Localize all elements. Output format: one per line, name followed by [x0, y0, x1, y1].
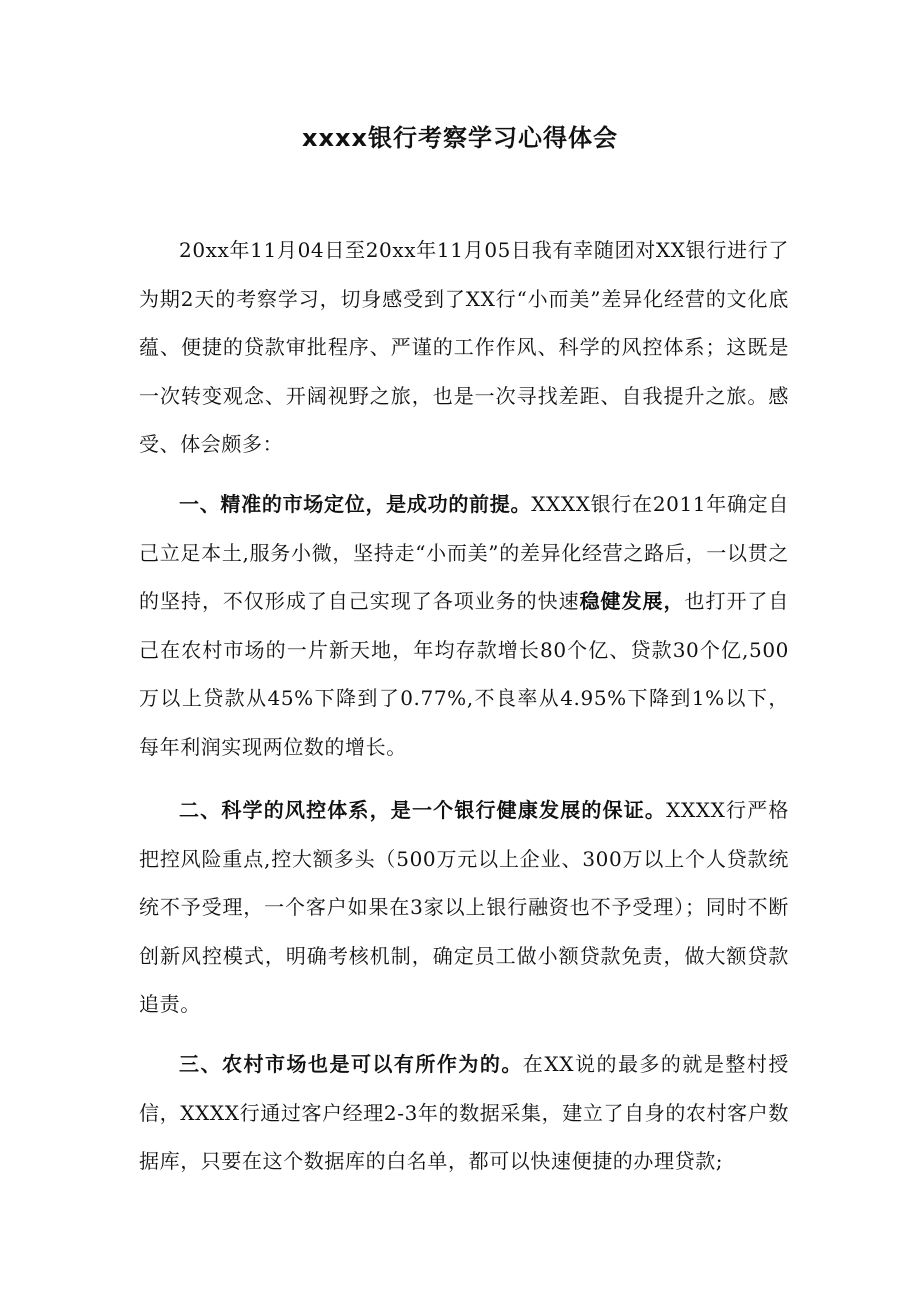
- paragraph-heading: 三、农村市场也是可以有所作为的。: [179, 1052, 523, 1076]
- emphasis-text: 稳健发展，: [579, 589, 685, 613]
- paragraph-intro: [139, 226, 789, 469]
- paragraph-risk-control: [139, 786, 789, 1029]
- paragraph-body: XXXX银行在2011年确定自己立足本土,服务小微，坚持走“小而美”的差异化经营之路后，一以贯之的坚持，不仅形成了自己实现了各项业务的快速: [139, 492, 789, 613]
- document-title: xxxx银行考察学习心得体会: [302, 124, 618, 152]
- paragraph-market-positioning: [139, 480, 789, 771]
- paragraph-intro-text: 20xx年11月04日至20xx年11月05日我有幸随团对XX银行进行了为期2天的考察学习，切身感受到了XX行“小而美”差异化经营的文化底蕴、便捷的贷款审批程序、严谨的工作作风、科学的风控体系；这既是一次转变观念、开阔视野之旅，也是一次寻找差距、自我提升之旅。感受、体会颇多：: [139, 238, 789, 456]
- paragraph-body-continued: 也打开了自己在农村市场的一片新天地，年均存款增长80个亿、贷款30个亿,500万以上贷款从45%下降到了0.77%,不良率从4.95%下降到1%以下，每年利润实现两位数的增长。: [139, 589, 790, 759]
- paragraph-body: 在XX说的最多的就是整村授信，XXXX行通过客户经理2-3年的数据采集，建立了自身的农村客户数据库，只要在这个数据库的白名单，都可以快速便捷的办理贷款;: [139, 1052, 789, 1173]
- paragraph-heading: 一、精准的市场定位，是成功的前提。: [179, 492, 532, 516]
- paragraph-heading: 二、科学的风控体系，是一个银行健康发展的保证。: [179, 798, 667, 822]
- paragraph-body: XXXX行严格把控风险重点,控大额多头（500万元以上企业、300万以上个人贷款统统不予受理，一个客户如果在3家以上银行融资也不予受理）；同时不断创新风控模式，明确考核机制，确定员工做小额贷款免责，做大额贷款追责。: [139, 798, 789, 1016]
- paragraph-rural-market: [139, 1040, 789, 1186]
